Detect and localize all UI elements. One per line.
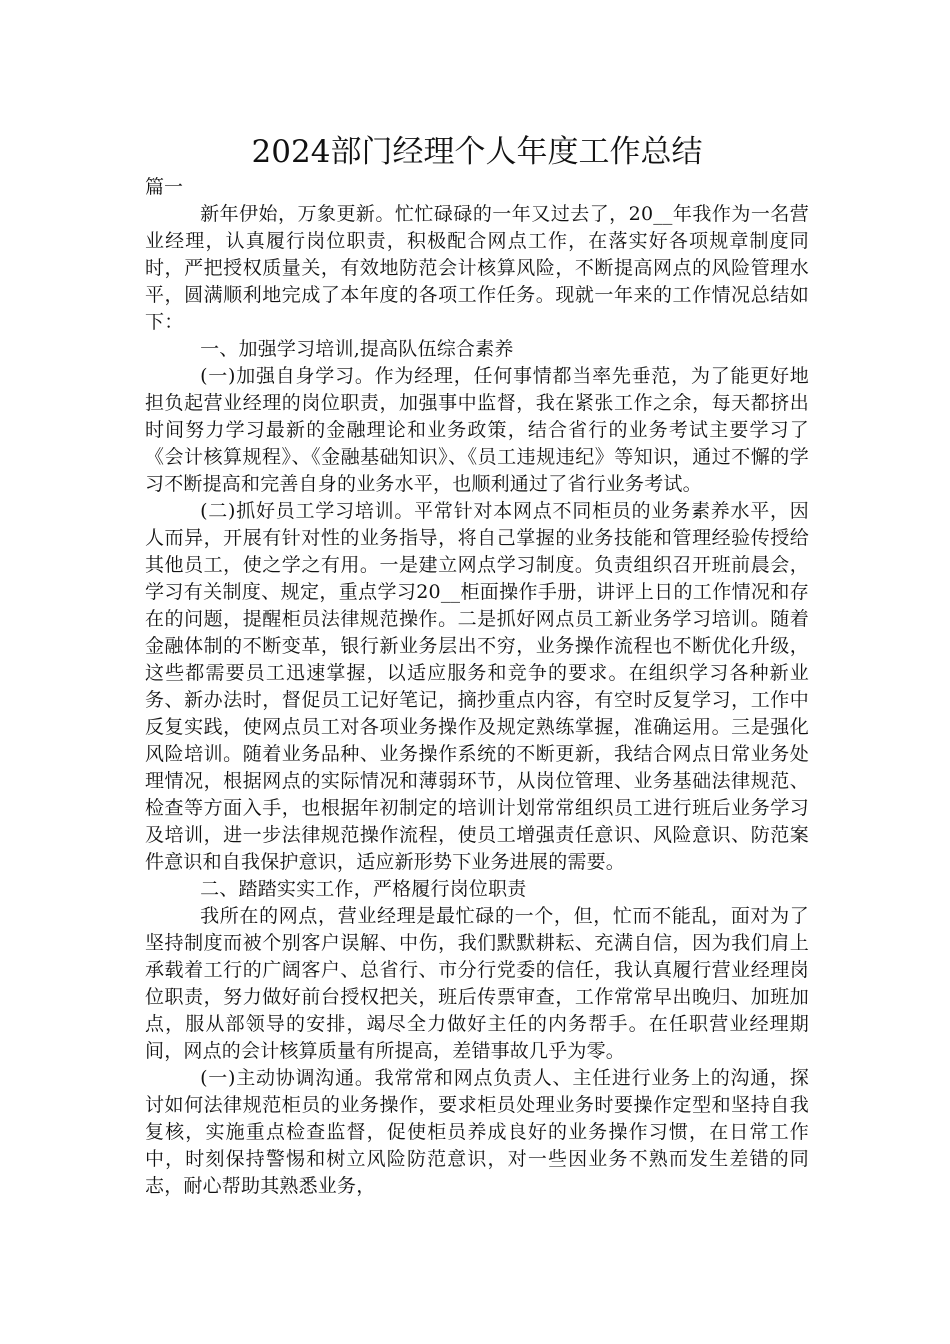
- section-label: 篇一: [145, 176, 184, 198]
- document-title: 2024部门经理个人年度工作总结: [251, 134, 703, 170]
- heading-section-2: 二、踏踏实实工作，严格履行岗位职责: [200, 878, 527, 900]
- paragraph-duties: 我所在的网点，营业经理是最忙碌的一个，但，忙而不能乱，面对为了坚持制度而被个别客户误解、中伤，我们默默耕耘、充满自信，因为我们肩上承载着工行的广阔客户、总省行、市分行党委的信任，我认真履行营业经理岗位职责，努力做好前台授权把关，班后传票审查，工作常常早出晚归、加班加点，服从部领导的安排，竭尽全力做好主任的内务帮手。在任职营业经理期间，网点的会计核算质量有所提高，差错事故几乎为零。: [145, 905, 809, 1062]
- paragraph-communication: (一)主动协调沟通。我常常和网点负责人、主任进行业务上的沟通，探讨如何法律规范柜员的业务操作，要求柜员处理业务时要操作定型和坚持自我复核，实施重点检查监督，促使柜员养成良好的业务操作习惯，在日常工作中，时刻保持警惕和树立风险防范意识，对一些因业务不熟而发生差错的同志，耐心帮助其熟悉业务，: [145, 1067, 809, 1197]
- heading-section-1: 一、加强学习培训,提高队伍综合素养: [200, 338, 514, 360]
- paragraph-staff-training: (二)抓好员工学习培训。平常针对本网点不同柜员的业务素养水平，因人而异，开展有针对性的业务指导，将自己掌握的业务技能和管理经验传授给其他员工，使之学之有用。一是建立网点学习制度。负责组织召开班前晨会，学习有关制度、规定，重点学习20__柜面操作手册，讲评上日的工作情况和存在的问题，提醒柜员法律规范操作。二是抓好网点员工新业务学习培训。随着金融体制的不断变革，银行新业务层出不穷，业务操作流程也不断优化升级，这些都需要员工迅速掌握，以适应服务和竞争的要求。在组织学习各种新业务、新办法时，督促员工记好笔记，摘抄重点内容，有空时反复学习，工作中反复实践，使网点员工对各项业务操作及规定熟练掌握，准确运用。三是强化风险培训。随着业务品种、业务操作系统的不断更新，我结合网点日常业务处理情况，根据网点的实际情况和薄弱环节，从岗位管理、业务基础法律规范、检查等方面入手，也根据年初制定的培训计划常常组织员工进行班后业务学习及培训，进一步法律规范操作流程，使员工增强责任意识、风险意识、防范案件意识和自我保护意识，适应新形势下业务进展的需要。: [145, 500, 809, 873]
- document-page: [145, 132, 809, 1200]
- paragraph-self-study: (一)加强自身学习。作为经理，任何事情都当率先垂范，为了能更好地担负起营业经理的岗位职责，加强事中监督，我在紧张工作之余，每天都挤出时间努力学习最新的金融理论和业务政策，结合省行的业务考试主要学习了《会计核算规程》、《金融基础知识》、《员工违规违纪》等知识，通过不懈的学习不断提高和完善自身的业务水平，也顺利通过了省行业务考试。: [145, 365, 809, 495]
- paragraph-intro: 新年伊始，万象更新。忙忙碌碌的一年又过去了，20__年我作为一名营业经理，认真履行岗位职责，积极配合网点工作，在落实好各项规章制度同时，严把授权质量关，有效地防范会计核算风险，不断提高网点的风险管理水平，圆满顺利地完成了本年度的各项工作任务。现就一年来的工作情况总结如下：: [145, 203, 809, 333]
